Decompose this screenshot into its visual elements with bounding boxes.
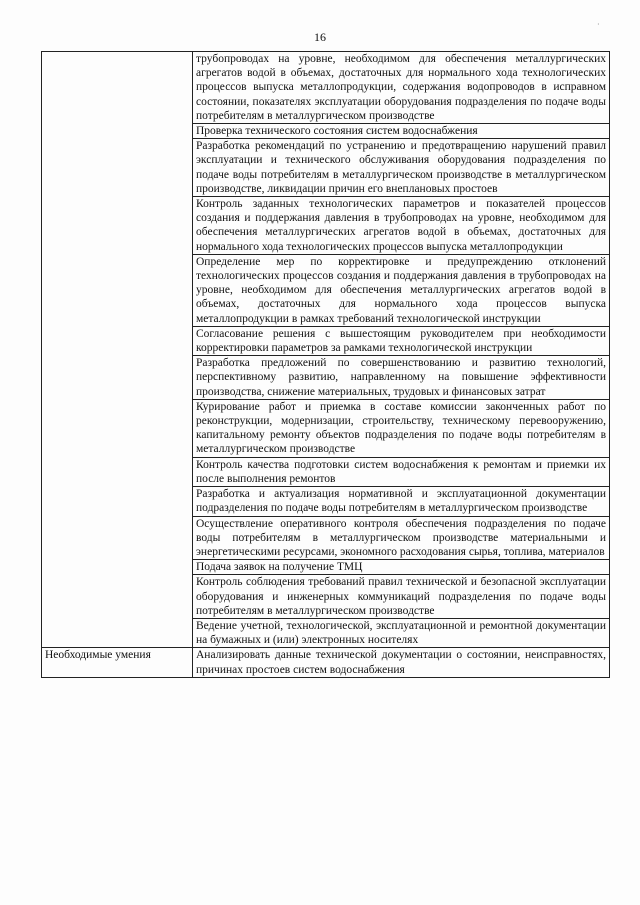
row-text: трубопроводах на уровне, необходимом для обеспечения металлургических агрегатов водой в объемах, достаточных для нормального хода технологических процессов выпуска металлопродукции, содержания водопроводов в исправном состоянии, показателях эксплуатации оборудования подразделения по подаче воды потребителям в металлургическом производстве [193, 52, 610, 124]
row-text: Ведение учетной, технологической, эксплуатационной и ремонтной документации на бумажных и (или) электронных носителях [193, 618, 610, 647]
row-text: Осуществление оперативного контроля обеспечения подразделения по подаче воды потребителям в металлургическом производстве материальными и энергетическими ресурсами, экономного расходования сырья, топлива, материалов [193, 516, 610, 560]
table-row [42, 52, 610, 124]
row-text: Проверка технического состояния систем водоснабжения [193, 124, 610, 139]
row-text: Согласование решения с вышестоящим руководителем при необходимости корректировки параметров за рамками технологической инструкции [193, 326, 610, 355]
row-label: Необходимые умения [42, 648, 193, 677]
row-text: Определение мер по корректировке и предупреждению отклонений технологических процессов создания и поддержания давления в трубопроводах на уровне, необходимом для обеспечения металлургических агрегатов водой в объемах, достаточных для нормального хода процессов выпуска металлопродукции в рамках требований технологической инструкции [193, 254, 610, 326]
row-text: Подача заявок на получение ТМЦ [193, 560, 610, 575]
row-text: Разработка предложений по совершенствованию и развитию технологий, перспективному развитию, направленному на повышение эффективности производства, снижение материальных, трудовых и финансовых затрат [193, 356, 610, 400]
row-text: Контроль соблюдения требований правил технической и безопасной эксплуатации оборудования и инженерных коммуникаций подразделения по подаче воды потребителям в металлургическом производстве [193, 575, 610, 619]
row-text: Курирование работ и приемка в составе комиссии законченных работ по реконструкции, модернизации, строительству, техническому перевооружению, капитальному ремонту объектов подразделения по подаче воды потребителям в металлургическом производстве [193, 399, 610, 457]
page-number: 16 [314, 30, 326, 44]
scan-artifact-mark: · [597, 20, 600, 29]
row-text: Разработка и актуализация нормативной и эксплуатационной документации подразделения по подаче воды потребителям в металлургическом производстве [193, 487, 610, 516]
row-text: Анализировать данные технической документации о состоянии, неисправностях, причинах простоев систем водоснабжения [193, 648, 610, 677]
row-text: Контроль заданных технологических параметров и показателей процессов создания и поддержания давления в трубопроводах на уровне, необходимом для обеспечения металлургических агрегатов водой в объемах, достаточных для нормального хода технологических процессов выпуска металлопродукции [193, 197, 610, 255]
table-row [42, 648, 610, 677]
row-text: Контроль качества подготовки систем водоснабжения к ремонтам и приемки их после выполнения ремонтов [193, 457, 610, 486]
competency-table [41, 51, 610, 678]
row-text: Разработка рекомендаций по устранению и предотвращению нарушений правил эксплуатации и технического обслуживания оборудования подразделения по подаче воды потребителям в металлургическом производстве в металлургическом производстве, ликвидации причин его внеплановых простоев [193, 139, 610, 197]
row-label [42, 52, 193, 648]
table-body [42, 52, 610, 678]
